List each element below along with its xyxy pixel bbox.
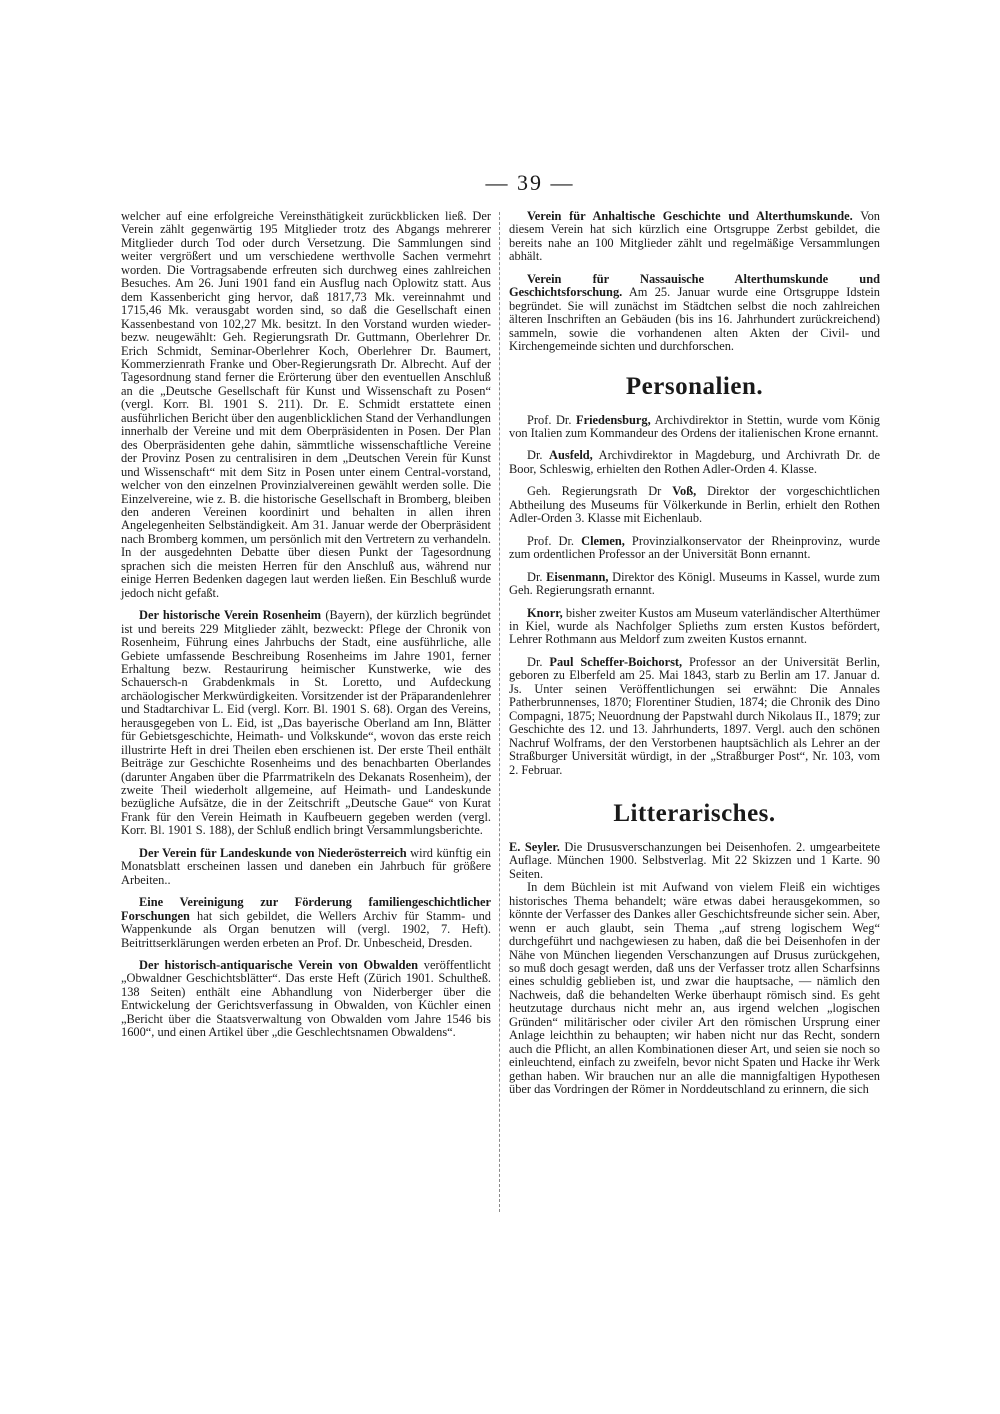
paragraph: welcher auf eine erfolgreiche Vereinsthätigkeit zurückblicken ließ. Der Verein zählt gegenwärtig 195 Mitglieder trotz des Abgangs mehrerer Mitglieder durch Tod oder durch Versetzung. Die Sammlungen sind weiter vergrößert und um verschiedene werthvolle Sachen vermehrt worden. Die Vortragsabende erfreuten sich durchweg eines zahlreichen Besuches. Am 26. Juni 1901 fand ein Ausflug nach Oplowitz statt. Aus dem Kassenbericht ging hervor, daß 1817,73 Mk. vereinnahmt und 1715,46 Mk. verausgabt worden sind, so daß die Gesellschaft einen Kassenbestand von 102,27 Mk. besitzt. In den Vorstand wurden wieder- bezw. neugewählt: Geh. Regierungsrath Dr. Guttmann, Oberlehrer Dr. Erich Schmidt, Seminar-Oberlehrer Koch, Oberlehrer Dr. Baumert, Kommerzienrath Franke und Ober-Regierungsrath Dr. Albrecht. Auf der Tagesordnung stand ferner die Erörterung über den eventuellen Anschluß an die „Deutsche Gesellschaft für Kunst und Wissenschaft zu Posen“ (vergl. Korr. Bl. 1901 S. 211). Dr. E. Schmidt erstattete einen ausführlichen Bericht über den augenblicklichen Stand der Verhandlungen innerhalb der Vereine und mit dem Oberpräsidenten in Posen. Der Plan des Oberpräsidenten gehe dahin, sämmtliche wissenschaftliche Vereine der Provinz Posen zu centralisiren in dem „Deutschen Verein für Kunst und Wissenschaft“ mit dem Sitz in Posen unter einem Central-vorstand, welcher von den einzelnen Provinzialvereinen gewählt werden solle. Die Einzelvereine, wie z. B. die historische Gesellschaft in Bromberg, bleiben den anderen Vereinen koordinirt und behalten in allen ihren Angelegenheiten Selbständigkeit. Am 31. Januar werde der Oberpräsident nach Bromberg kommen, um persönlich mit den Vertretern zu verhandeln. In der ausgedehnten Debatte über diesen Punkt der Tagesordnung sprachen sich die meisten Herren für den Anschluß aus, während nur einige Herren Bedenken dagegen laut werden ließen. Ein Beschluß wurde jedoch nicht gefaßt. (121, 209, 491, 600)
paragraph: Der Verein für Landeskunde von Niederösterreich wird künftig ein Monatsblatt erscheinen lassen und daneben ein Jahrbuch für größere Arbeiten.. (121, 845, 491, 887)
paragraph: Eine Vereinigung zur Förderung familiengeschichtlicher Forschungen hat sich gebildet, die Wellers Archiv für Stamm- und Wappenkunde als Organ benutzen will (vergl. 1902, 7. Heft). Beitrittserklärungen werden erbeten an Prof. Dr. Unbescheid, Dresden. (121, 895, 491, 950)
paragraph: Verein für Anhaltische Geschichte und Alterthumskunde. Von diesem Verein hat sich kürzlich eine Ortsgruppe Zerbst gebildet, die bereits nahe an 100 Mitglieder zählt und regelmäßige Versammlungen abhält. (509, 209, 880, 264)
paragraph: Der historisch-antiquarische Verein von Obwalden veröffentlicht „Obwaldner Geschichtsblätter“. Das erste Heft (Zürich 1901. Schultheß. 138 Seiten) enthält eine Abhandlung von Niderberger über die Entwickelung der Gerichtsverfassung in Obwalden, von Küchler einen „Bericht über die Staatsverwaltung von Obwalden vom Jahre 1546 bis 1600“, und einen Artikel über „die Geschlechtsnamen Obwaldens“. (121, 958, 492, 1040)
column-divider (499, 212, 500, 1212)
section-heading-personalien: Personalien. (625, 372, 764, 400)
paragraph: Geh. Regierungsrath Dr Voß, Direktor der vorgeschichtlichen Abtheilung des Museums für Völkerkunde in Berlin, erhielt den Rothen Adler-Orden 3. Klasse mit Eichenlaub. (509, 484, 881, 526)
paragraph: E. Seyler. Die Drususverschanzungen bei Deisenhofen. 2. umgearbeitete Auflage. München 1900. Selbstverlag. Mit 22 Skizzen und 1 Karte. 90 Seiten. (509, 839, 880, 881)
paragraph: Dr. Ausfeld, Archivdirektor in Magdeburg, und Archivrath Dr. de Boor, Schleswig, erhielten den Rothen Adler-Orden 4. Klasse. (509, 448, 880, 476)
section-heading-litterarisches: Litterarisches. (613, 799, 776, 827)
paragraph: Verein für Nassauische Alterthumskunde und Geschichtsforschung. Am 25. Januar wurde eine Ortsgruppe Idstein begründet. Sie will zunächst im Städtchen selbst die noch zahlreichen älteren Inschriften an Gebäuden (bis ins 16. Jahrhundert zurückreichend) sammeln, sowie die vorhandenen alten Akten der Civil- und Kirchengemeinde sichten und durchforschen. (509, 271, 880, 354)
paragraph: Prof. Dr. Friedensburg, Archivdirektor in Stettin, wurde vom König von Italien zum Kommandeur des Ordens der italienischen Krone ernannt. (509, 412, 880, 440)
right-column (509, 210, 880, 1097)
paragraph: Prof. Dr. Clemen, Provinzialkonservator der Rheinprovinz, wurde zum ordentlichen Professor an der Universität Bonn ernannt. (509, 533, 880, 562)
left-column (121, 210, 491, 1040)
paragraph: Dr. Paul Scheffer-Boichorst, Professor an der Universität Berlin, geboren zu Elberfeld am 25. Mai 1843, starb zu Berlin am 17. Januar d. Js. Unter seinen Veröffentlichungen sei erwähnt: Die Annales Patherbrunnenses, 1870; Florentiner Studien, 1874; die Chronik des Dino Compagni, 1875; Neuordnung der Papstwahl durch Nikolaus II., 1879; zur Geschichte des 12. und 13. Jahrhunderts, 1897. Vergl. auch den schönen Nachruf Wolframs, der den Verstorbenen hauptsächlich als Lehrer an der Straßburger Universität würdigt, in der „Straßburger Post“, Nr. 103, vom 2. Februar. (509, 654, 880, 777)
paragraph: Dr. Eisenmann, Direktor des Königl. Museums in Kassel, wurde zum Geh. Regierungsrath ernannt. (509, 569, 881, 598)
page-number: — 39 — (485, 170, 575, 195)
paragraph: Der historische Verein Rosenheim (Bayern), der kürzlich begründet ist und bereits 229 Mitglieder zählt, bezweckt: Pflege der Chronik von Rosenheim, Führung eines Jahrbuchs der Stadt, eine ausführliche, alle Gebiete umfassende Beschreibung Rosenheims im Jahre 1901, ferner Erhaltung bezw. Restaurirung heimischer Kunstwerke, wie des Schauersch-n Grabdenkmals in St. Loretto, und Aufdeckung archäologischer Merkwürdigkeiten. Vorsitzender ist der Präparandenlehrer und Stadtarchivar L. Eid (vergl. Korr. Bl. 1901 S. 68). Organ des Vereins, herausgegeben von L. Eid, ist „Das bayerische Oberland am Inn, Blätter für Gebietsgeschichte, Heimath- und Volkskunde“, wovon das erste reich illustrirte Heft in drei Theilen eben erschienen ist. Der erste Theil enthält Beiträge zur Geschichte Rosenheims und des benachbarten Oberlandes (darunter Angaben über die Pfarrmatrikeln des Dekanats Rosenheim), der zweite Theil wiederholt allgemeine, auf Heimath- und Landeskunde bezügliche Aufsätze, die in der Zeitschrift „Deutsche Gaue“ von Kurat Frank für den Verein Heimath in Kaufbeuern gegeben werden (vergl. Korr. Bl. 1901 S. 188), der Schluß endlich bringt Versammlungsberichte. (121, 608, 491, 838)
paragraph: Knorr, bisher zweiter Kustos am Museum vaterländischer Alterthümer in Kiel, wurde als Nachfolger Splieths zum ersten Kustos befördert, Lehrer Rothmann aus Meldorf zum zweiten Kustos ernannt. (509, 605, 880, 647)
paragraph: In dem Büchlein ist mit Aufwand von vielem Fleiß ein wichtiges historisches Thema behandelt; wäre etwas dabei herausgekommen, so könnte der Verfasser des Dankes aller Geschichtsfreunde sicher sein. Aber, wenn er auch glaubt, sein Thema „auf streng logischem Weg“ durchgeführt und nachgewiesen zu haben, daß die bei Deisenhofen in der Nähe von München liegenden Verschanzungen auf Drusus zurückgehen, so muß doch gesagt werden, daß uns der Verfasser trotz allen Scharfsinns eines schuldig geblieben ist, und zwar die hauptsache, — nämlich den Nachweis, daß die behandelten Werke überhaupt römisch sind. Es geht heutzutage durchaus nicht mehr an, aus irgend welchen „logischen Gründen“ militärischer oder civiler Art den römischen Ursprung einer Anlage leichthin zu behaupten; wir haben nicht nur das Recht, sondern auch die Pflicht, an allen Kombinationen dieser Art, und seien sie noch so einleuchtend, einfach zu zweifeln, bevor nicht Spaten und Hacke ihr Werk gethan haben. Wir brauchen nur an alle die mannigfaltigen Hypothesen über das Vordringen der Römer in Norddeutschland zu erinnern, die sich (509, 880, 880, 1097)
